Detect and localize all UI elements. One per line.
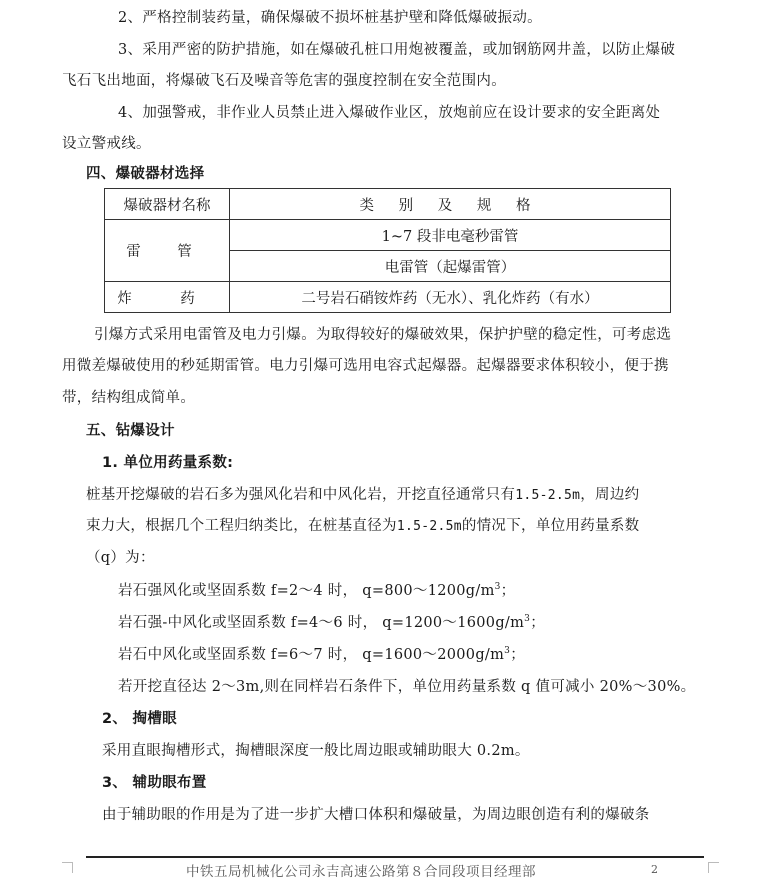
coefficient-line-3-end: ； [510, 647, 525, 663]
footer-text: 中铁五局机械化公司永吉高速公路第８合同段项目经理部 [186, 864, 536, 880]
charge-paragraph-line2 [86, 516, 639, 537]
coefficient-line-1 [118, 581, 515, 601]
table-cell-explosive [105, 282, 230, 313]
coefficient-line-3-text: 岩石中风化或坚固系数 f=6～7 时， q=1600～2000g/m [118, 647, 505, 663]
coefficient-line-2-end: ； [530, 615, 545, 631]
table-cell-explosive-spec: 二号岩石硝铵炸药（无水）、乳化炸药（有水） [230, 282, 671, 313]
coefficient-line-2-sup: 3 [524, 614, 531, 625]
paragraph-item-4-line2: 设立警戒线。 [62, 136, 151, 152]
charge-paragraph-line2-a: 束力大，根据几个工程归纳类比，在桩基直径为 [86, 518, 397, 534]
table-cell-explosive-text: 炸 药 [117, 290, 217, 307]
coefficient-line-2-text: 岩石强-中风化或坚固系数 f=4～6 时， q=1200～1600g/m [118, 615, 525, 631]
detonation-paragraph-line1: 引爆方式采用电雷管及电力引爆。为取得较好的爆破效果，保护护壁的稳定性，可考虑选 [94, 327, 672, 343]
charge-paragraph-line2-b: 的情况下，单位用药量系数 [461, 518, 640, 534]
coefficient-line-1-end: ； [500, 583, 516, 599]
charge-paragraph-line1-a: 桩基开挖爆破的岩石多为强风化岩和中风化岩，开挖直径通常只有 [86, 487, 516, 503]
coefficient-line-2 [118, 613, 545, 633]
footer-rule [86, 856, 704, 858]
coefficient-line-3 [118, 645, 525, 665]
charge-paragraph-line1-b: ，周边约 [580, 487, 640, 503]
charge-paragraph-line1 [86, 485, 639, 506]
crop-mark-left [62, 862, 73, 873]
coefficient-line-1-text: 岩石强风化或坚固系数 f=2～4 时， q=800～1200g/m [118, 583, 495, 599]
charge-paragraph-line1-num: 1.5-2.5m [515, 488, 581, 503]
detonation-paragraph-line3: 带，结构组成简单。 [62, 390, 196, 406]
paragraph-item-2: 2、严格控制装药量，确保爆破不损坏桩基护壁和降低爆破振动。 [118, 10, 542, 26]
page-number: 2 [651, 863, 658, 876]
table-row [105, 282, 671, 313]
crop-mark-right [708, 862, 719, 873]
coefficient-line-1-sup: 3 [494, 582, 501, 593]
subsection-2-text: 采用直眼掏槽形式，掏槽眼深度一般比周边眼或辅助眼大 0.2m。 [102, 743, 530, 759]
paragraph-item-3-line2: 飞石飞出地面，将爆破飞石及噪音等危害的强度控制在安全范围内。 [62, 73, 506, 89]
charge-paragraph-line3: （q）为： [86, 550, 155, 566]
paragraph-item-4-line1: 4、加强警戒，非作业人员禁止进入爆破作业区，放炮前应在设计要求的安全距离处 [118, 105, 661, 121]
table-header-row [105, 189, 671, 220]
section-4-heading: 四、爆破器材选择 [86, 166, 205, 182]
section-5-heading: 五、钻爆设计 [86, 423, 175, 439]
coefficient-line-3-sup: 3 [504, 646, 511, 657]
subsection-2-heading: 2、 掏槽眼 [102, 711, 177, 727]
table-row [105, 220, 671, 251]
charge-paragraph-line2-num: 1.5-2.5m [396, 519, 462, 534]
blasting-materials-table [104, 188, 671, 313]
subsection-1-heading: 1. 单位用药量系数: [102, 455, 234, 471]
coefficient-line-4: 若开挖直径达 2～3m,则在同样岩石条件下，单位用药量系数 q 值可减小 20%～30%。 [118, 679, 696, 695]
table-cell-detonator-spec1: 1~7 段非电毫秒雷管 [230, 220, 671, 251]
table-header-spec-text: 类 别 及 规 格 [359, 197, 541, 214]
detonation-paragraph-line2: 用微差爆破使用的秒延期雷管。电力引爆可选用电容式起爆器。起爆器要求体积较小，便于携 [62, 358, 669, 374]
table-header-spec [230, 189, 671, 220]
table-cell-detonator-spec2: 电雷管（起爆雷管） [230, 251, 671, 282]
subsection-3-text: 由于辅助眼的作用是为了进一步扩大槽口体积和爆破量，为周边眼创造有利的爆破条 [102, 807, 650, 823]
table-cell-detonator-text: 雷 管 [126, 244, 208, 260]
paragraph-item-3-line1: 3、采用严密的防护措施，如在爆破孔桩口用炮被覆盖，或加钢筋网井盖，以防止爆破 [118, 42, 676, 58]
table-header-name: 爆破器材名称 [105, 189, 230, 220]
table-cell-detonator [105, 220, 230, 282]
subsection-3-heading: 3、 辅助眼布置 [102, 775, 207, 791]
